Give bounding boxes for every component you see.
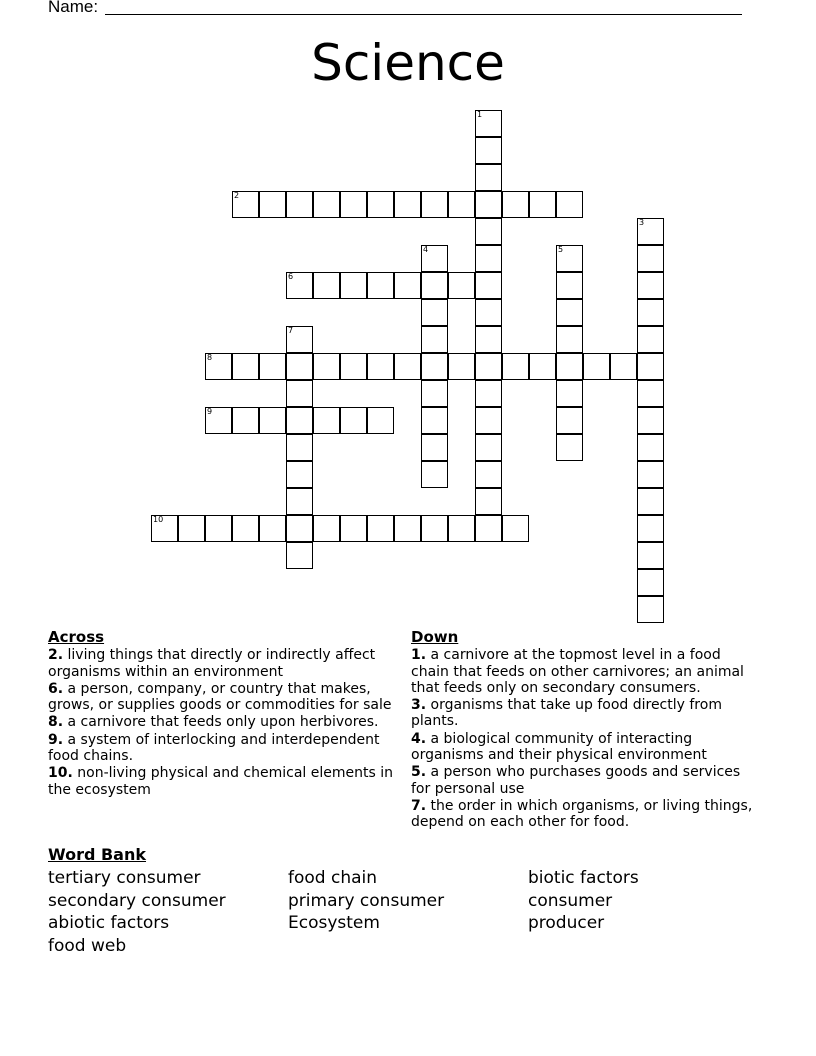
crossword-cell[interactable] xyxy=(556,407,583,434)
across-heading: Across xyxy=(48,628,105,646)
crossword-cell[interactable] xyxy=(556,380,583,407)
crossword-cell[interactable] xyxy=(313,272,340,299)
crossword-cell[interactable] xyxy=(313,515,340,542)
crossword-cell[interactable] xyxy=(556,299,583,326)
name-label: Name: xyxy=(48,0,99,16)
crossword-cell[interactable] xyxy=(448,515,475,542)
crossword-cell[interactable] xyxy=(286,191,313,218)
crossword-cell[interactable] xyxy=(286,353,313,380)
crossword-cell[interactable] xyxy=(340,515,367,542)
crossword-cell[interactable] xyxy=(637,353,664,380)
crossword-cell[interactable] xyxy=(475,299,502,326)
crossword-cell[interactable] xyxy=(448,191,475,218)
crossword-cell[interactable] xyxy=(232,353,259,380)
crossword-cell[interactable] xyxy=(367,272,394,299)
crossword-cell[interactable] xyxy=(421,272,448,299)
word-bank-item: secondary consumer xyxy=(48,891,226,911)
crossword-cell[interactable] xyxy=(637,326,664,353)
crossword-cell[interactable] xyxy=(259,515,286,542)
crossword-cell[interactable] xyxy=(421,191,448,218)
crossword-cell[interactable] xyxy=(421,326,448,353)
name-field[interactable] xyxy=(48,0,98,17)
crossword-cell[interactable] xyxy=(421,353,448,380)
crossword-cell[interactable] xyxy=(232,191,259,218)
crossword-cell[interactable] xyxy=(313,407,340,434)
crossword-cell[interactable] xyxy=(394,353,421,380)
crossword-cell[interactable] xyxy=(394,191,421,218)
crossword-cell[interactable] xyxy=(637,596,664,623)
word-bank-item: biotic factors xyxy=(528,868,639,888)
clue-down-1: 1. a carnivore at the topmost level in a food chain that feeds on other carnivores; an animal that feeds only on secondary consumers. xyxy=(411,647,744,696)
crossword-cell[interactable] xyxy=(367,191,394,218)
crossword-cell[interactable] xyxy=(556,272,583,299)
crossword-cell[interactable] xyxy=(502,353,529,380)
crossword-cell[interactable] xyxy=(502,515,529,542)
crossword-cell[interactable] xyxy=(259,407,286,434)
word-bank-heading: Word Bank xyxy=(48,845,147,864)
word-bank-item: consumer xyxy=(528,891,613,911)
crossword-cell[interactable] xyxy=(259,353,286,380)
crossword-cell[interactable] xyxy=(475,380,502,407)
clue-number: 8 xyxy=(207,353,213,362)
crossword-cell[interactable] xyxy=(448,272,475,299)
crossword-cell[interactable] xyxy=(286,272,313,299)
crossword-cell[interactable] xyxy=(637,299,664,326)
crossword-cell[interactable] xyxy=(286,380,313,407)
clue-down-4: 4. a biological community of interacting organisms and their physical environment xyxy=(411,730,707,764)
crossword-cell[interactable] xyxy=(556,434,583,461)
crossword-cell[interactable] xyxy=(637,434,664,461)
crossword-cell[interactable] xyxy=(637,245,664,272)
clue-number: 3 xyxy=(639,218,645,227)
word-bank-item: food chain xyxy=(288,868,378,888)
crossword-cell[interactable] xyxy=(421,434,448,461)
crossword-cell[interactable] xyxy=(637,218,664,245)
clue-down-7: 7. the order in which organisms, or living things, depend on each other for food. xyxy=(411,797,753,831)
crossword-cell[interactable] xyxy=(286,488,313,515)
crossword-cell[interactable] xyxy=(286,461,313,488)
crossword-cell[interactable] xyxy=(421,461,448,488)
crossword-cell[interactable] xyxy=(259,191,286,218)
crossword-cell[interactable] xyxy=(637,380,664,407)
crossword-cell[interactable] xyxy=(475,488,502,515)
clue-across-2: 2. living things that directly or indirectly affect organisms within an environment xyxy=(48,647,376,680)
name-underline[interactable] xyxy=(105,14,742,15)
crossword-cell[interactable] xyxy=(178,515,205,542)
crossword-cell[interactable] xyxy=(421,245,448,272)
crossword-cell[interactable] xyxy=(529,353,556,380)
clue-number: 5 xyxy=(558,245,564,254)
crossword-cell[interactable] xyxy=(475,515,502,542)
crossword-cell[interactable] xyxy=(421,407,448,434)
crossword-cell[interactable] xyxy=(286,326,313,353)
crossword-cell[interactable] xyxy=(556,191,583,218)
crossword-cell[interactable] xyxy=(286,434,313,461)
word-bank-item: Ecosystem xyxy=(288,913,380,933)
crossword-cell[interactable] xyxy=(475,326,502,353)
crossword-cell[interactable] xyxy=(340,353,367,380)
crossword-cell[interactable] xyxy=(205,407,232,434)
crossword-cell[interactable] xyxy=(556,245,583,272)
crossword-cell[interactable] xyxy=(475,110,502,137)
crossword-cell[interactable] xyxy=(286,542,313,569)
crossword-cell[interactable] xyxy=(394,272,421,299)
crossword-cell[interactable] xyxy=(367,515,394,542)
clue-number: 7 xyxy=(288,326,294,335)
down-clues xyxy=(411,629,761,832)
crossword-cell[interactable] xyxy=(475,353,502,380)
crossword-cell[interactable] xyxy=(475,191,502,218)
clue-down-5: 5. a person who purchases goods and services for personal use xyxy=(411,764,741,797)
crossword-cell[interactable] xyxy=(286,407,313,434)
crossword-cell[interactable] xyxy=(421,515,448,542)
word-bank-item: abiotic factors xyxy=(48,913,170,933)
word-bank-item: primary consumer xyxy=(288,891,445,911)
clue-across-6: 6. a person, company, or country that makes, grows, or supplies goods or commodities for sale xyxy=(48,680,392,714)
page-title: Science xyxy=(311,34,505,92)
crossword-cell[interactable] xyxy=(205,515,232,542)
down-heading: Down xyxy=(411,628,459,646)
clue-number: 9 xyxy=(207,407,213,416)
crossword-cell[interactable] xyxy=(340,272,367,299)
crossword-cell[interactable] xyxy=(556,326,583,353)
crossword-cell[interactable] xyxy=(475,245,502,272)
clue-number: 1 xyxy=(477,110,483,119)
crossword-cell[interactable] xyxy=(448,353,475,380)
crossword-cell[interactable] xyxy=(232,407,259,434)
clue-number: 2 xyxy=(234,191,240,200)
clue-number: 6 xyxy=(288,272,294,281)
crossword-cell[interactable] xyxy=(475,461,502,488)
crossword-cell[interactable] xyxy=(421,299,448,326)
crossword-cell[interactable] xyxy=(286,515,313,542)
crossword-cell[interactable] xyxy=(367,407,394,434)
crossword-cell[interactable] xyxy=(610,353,637,380)
crossword-cell[interactable] xyxy=(637,461,664,488)
crossword-cell[interactable] xyxy=(313,353,340,380)
crossword-cell[interactable] xyxy=(583,353,610,380)
across-clues xyxy=(48,629,398,799)
crossword-cell[interactable] xyxy=(475,407,502,434)
clue-number: 10 xyxy=(153,515,164,524)
crossword-cell[interactable] xyxy=(637,488,664,515)
crossword-cell[interactable] xyxy=(475,272,502,299)
crossword-cell[interactable] xyxy=(475,434,502,461)
clue-number: 4 xyxy=(423,245,429,254)
crossword-cell[interactable] xyxy=(340,407,367,434)
crossword-cell[interactable] xyxy=(502,191,529,218)
clue-across-9: 9. a system of interlocking and interdependent food chains. xyxy=(48,731,380,765)
crossword-cell[interactable] xyxy=(637,407,664,434)
crossword-cell[interactable] xyxy=(475,218,502,245)
crossword-cell[interactable] xyxy=(475,137,502,164)
crossword-cell[interactable] xyxy=(151,515,178,542)
crossword-cell[interactable] xyxy=(529,191,556,218)
crossword-cell[interactable] xyxy=(637,272,664,299)
crossword-cell[interactable] xyxy=(340,191,367,218)
word-bank-item: tertiary consumer xyxy=(48,868,201,888)
crossword-cell[interactable] xyxy=(313,191,340,218)
crossword-cell[interactable] xyxy=(367,353,394,380)
crossword-cell[interactable] xyxy=(232,515,259,542)
crossword-cell[interactable] xyxy=(637,569,664,596)
clue-down-3: 3. organisms that take up food directly from plants. xyxy=(411,697,722,730)
crossword-cell[interactable] xyxy=(637,515,664,542)
crossword-cell[interactable] xyxy=(394,515,421,542)
crossword-cell[interactable] xyxy=(205,353,232,380)
clue-across-10: 10. non-living physical and chemical elements in the ecosystem xyxy=(48,765,393,798)
clue-across-8: 8. a carnivore that feeds only upon herbivores. xyxy=(48,714,379,731)
crossword-cell[interactable] xyxy=(556,353,583,380)
crossword-cell[interactable] xyxy=(421,380,448,407)
word-bank-item: producer xyxy=(528,913,605,933)
crossword-cell[interactable] xyxy=(637,542,664,569)
crossword-cell[interactable] xyxy=(475,164,502,191)
word-bank-item: food web xyxy=(48,936,127,956)
